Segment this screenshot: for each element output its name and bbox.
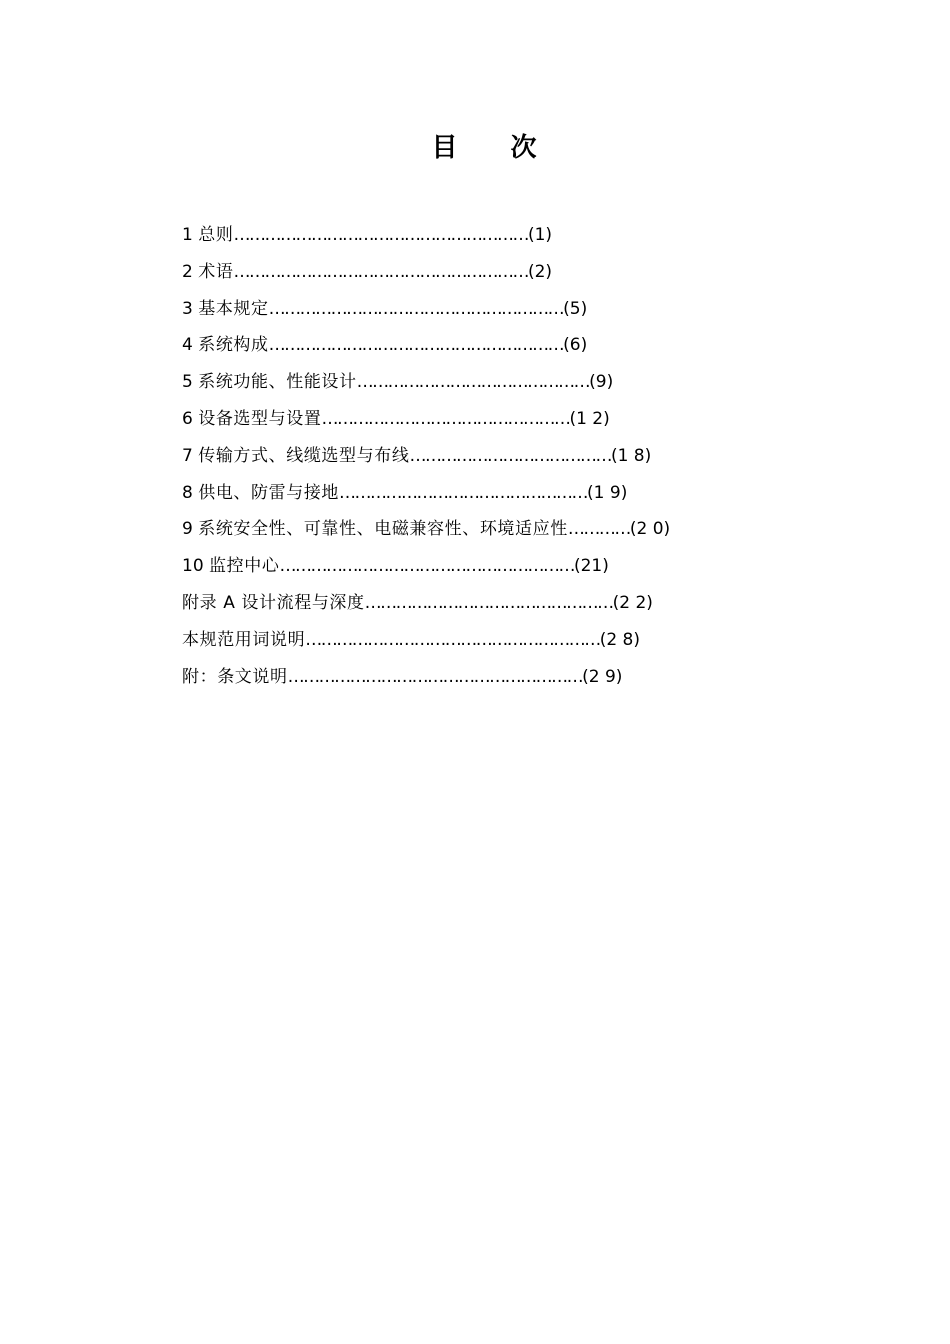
toc-entry-page: (6) <box>563 335 588 356</box>
toc-entry-number: 6 <box>182 408 193 429</box>
toc-entry-title: 术语 <box>198 261 234 282</box>
toc-entry-number: 5 <box>182 372 193 393</box>
toc-leader-dots: ………………………………………………… <box>279 556 574 577</box>
toc-leader-dots: ………………………………………………… <box>268 335 564 356</box>
toc-entry-title: 系统功能、性能设计 <box>198 372 357 393</box>
toc-entry-5[interactable] <box>182 368 670 405</box>
toc-entry-page: (2) <box>527 261 553 282</box>
toc-entry-8[interactable] <box>182 479 670 516</box>
toc-entry-page: (2 8) <box>599 629 641 650</box>
toc-leader-dots: ………………………………………… <box>364 592 613 613</box>
toc-entry-page: (1) <box>527 225 553 245</box>
toc-entry-title: 总则 <box>198 225 234 245</box>
toc-entry-title: 基本规定 <box>198 298 269 319</box>
toc-entry-title: 供电、防雷与接地 <box>198 482 340 503</box>
toc-entry-number: 7 <box>182 445 193 466</box>
toc-leader-dots: ………………………………………………… <box>233 261 528 282</box>
toc-entry-2[interactable] <box>182 258 670 295</box>
toc-entry-page: (1 8) <box>610 445 652 466</box>
toc-entry-number: 3 <box>182 298 193 319</box>
toc-entry-3[interactable] <box>182 295 670 332</box>
toc-entry-page: (2 9) <box>582 666 623 687</box>
toc-leader-dots: ………………………………………………… <box>268 298 564 319</box>
toc-entry-4[interactable] <box>182 331 670 368</box>
toc-entry-9[interactable] <box>182 515 670 552</box>
toc-entry-title: 监控中心 <box>209 556 280 577</box>
toc-leader-dots: ………………………………………………… <box>233 225 528 245</box>
toc-leader-dots: ………………………………………………… <box>287 666 583 687</box>
toc-leader-dots: ………… <box>567 519 630 540</box>
toc-entry-number: 8 <box>182 482 193 503</box>
toc-entry-7[interactable] <box>182 442 670 479</box>
toc-entry-1[interactable] <box>182 221 670 258</box>
toc-entry-title: 附录 A 设计流程与深度 <box>182 592 365 613</box>
toc-entry-page: (5) <box>563 298 588 319</box>
toc-entry-number: 1 <box>182 225 193 245</box>
toc-leader-dots: ………………………………… <box>409 445 611 466</box>
toc-entry-title: 系统构成 <box>198 335 269 356</box>
toc-entry-number: 4 <box>182 335 193 356</box>
toc-entry-number: 10 <box>182 556 204 577</box>
toc-entry-10[interactable] <box>182 552 670 589</box>
toc-entry-page: (9) <box>589 372 614 393</box>
toc-entry-appendix-a[interactable] <box>182 589 670 626</box>
toc-entry-title: 传输方式、线缆选型与布线 <box>198 445 410 466</box>
toc-entry-title: 设备选型与设置 <box>198 408 322 429</box>
toc-leader-dots: ………………………………………… <box>321 408 570 429</box>
toc-entry-number: 2 <box>182 261 193 282</box>
toc-entry-page: (1 9) <box>587 482 628 503</box>
toc-entry-terms[interactable] <box>182 626 670 663</box>
toc-entry-page: (1 2) <box>569 408 610 429</box>
toc-entry-title: 本规范用词说明 <box>182 629 306 650</box>
toc-entry-title: 附：条文说明 <box>182 666 288 687</box>
toc-entry-title: 系统安全性、可靠性、电磁兼容性、环境适应性 <box>198 519 568 540</box>
toc-leader-dots: ……………………………………… <box>356 372 590 393</box>
toc-title: 目 次 <box>431 133 559 163</box>
table-of-contents <box>182 221 670 699</box>
toc-entry-page: (21) <box>573 556 609 577</box>
toc-entry-notes[interactable] <box>182 663 670 700</box>
toc-entry-6[interactable] <box>182 405 670 442</box>
toc-entry-page: (2 0) <box>629 519 671 540</box>
toc-leader-dots: ………………………………………… <box>339 482 588 503</box>
toc-leader-dots: ………………………………………………… <box>305 629 600 650</box>
toc-entry-number: 9 <box>182 519 193 540</box>
toc-entry-page: (2 2) <box>612 592 653 613</box>
